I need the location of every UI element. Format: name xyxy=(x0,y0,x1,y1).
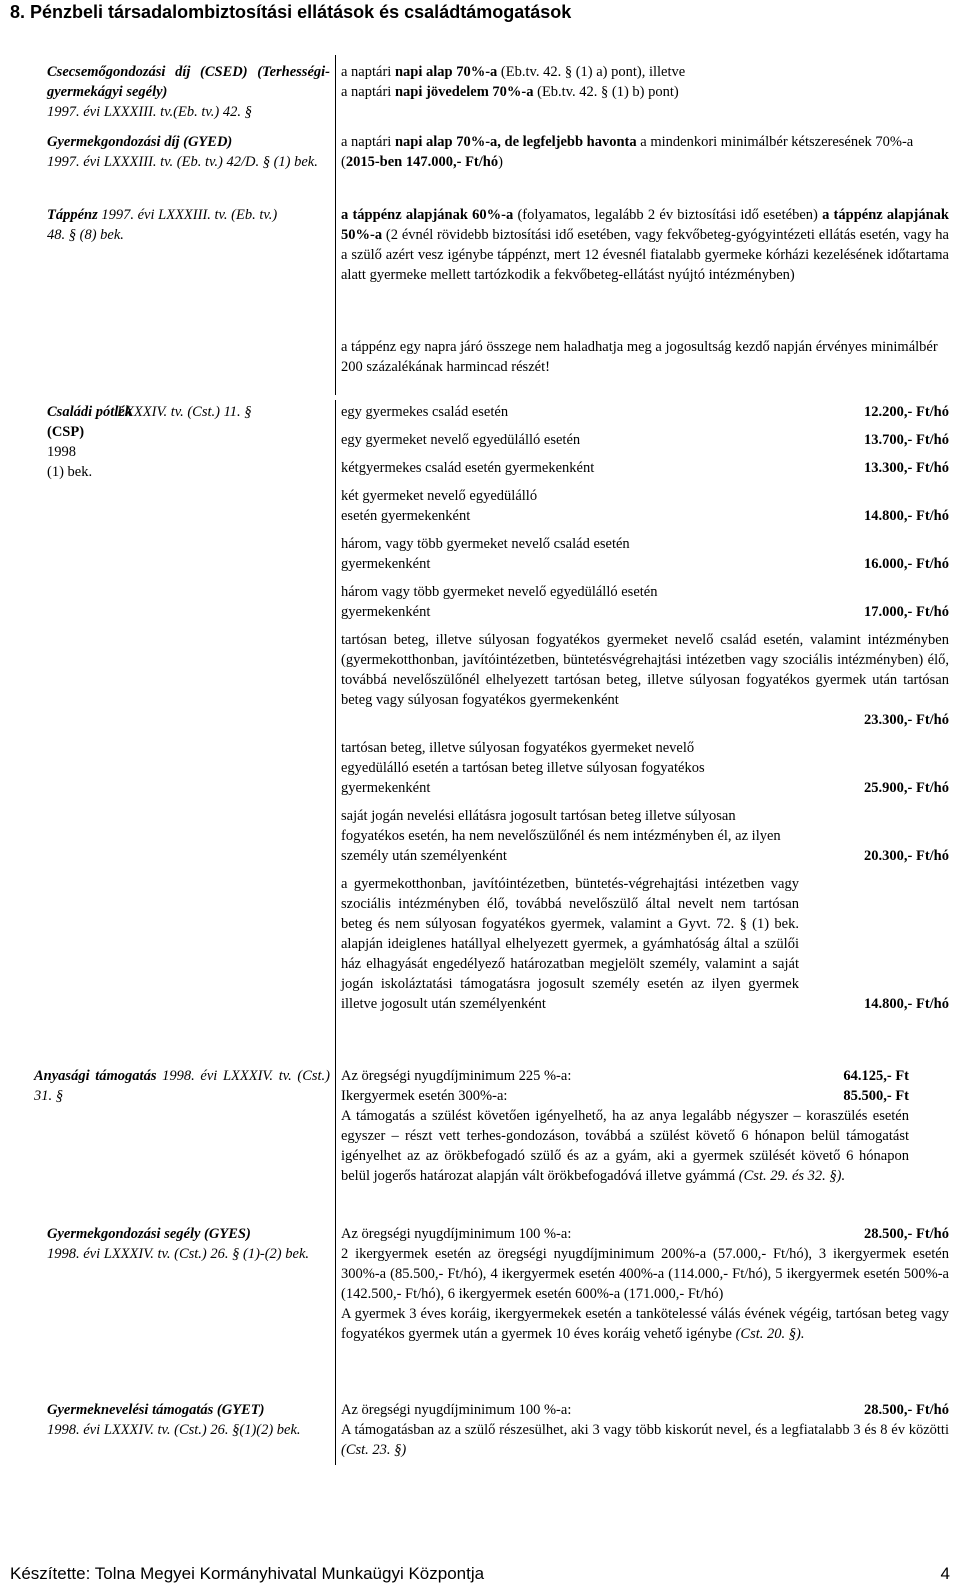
anyasagi-desc-2: Ikergyermek esetén 300%-a: xyxy=(341,1088,508,1104)
csp-item-desc: három, vagy több gyermeket nevelő család esetén gyermekenként xyxy=(341,536,630,572)
anyasagi-title: Anyasági támogatás xyxy=(34,1068,157,1084)
csp-year: 1998 xyxy=(47,444,76,460)
csp-title-overlap: LXXXIV. tv. (Cst.) 11. § xyxy=(117,404,252,420)
anyasagi-amount-1: 64.125,- Ft xyxy=(843,1068,909,1084)
anyasagi-label xyxy=(34,1066,330,1106)
gyet-title: Gyermeknevelési támogatás (GYET) xyxy=(47,1402,265,1418)
gyed-rate: napi alap 70%-a, de legfeljebb havonta xyxy=(394,134,637,150)
csp-item-amount: 23.300,- Ft/hó xyxy=(864,712,949,728)
csp-list xyxy=(341,402,949,1014)
gyed-text-c: a mindenkori minimálbér kétszeresének 70%-a ( xyxy=(341,134,914,170)
csp-item-amount: 13.300,- Ft/hó xyxy=(864,460,949,476)
csp-label xyxy=(47,402,330,482)
csp-title: Családi pótlék xyxy=(47,404,132,420)
csp-item xyxy=(341,402,949,422)
csp-item-amount: 13.700,- Ft/hó xyxy=(864,432,949,448)
csed-rate-2: napi jövedelem 70%-a xyxy=(394,84,534,100)
tappenz-note: a táppénz egy napra járó összege nem haladhatja meg a jogosultság kezdő napján érvényes minimálbér 200 százalékának harmincad részét! xyxy=(341,339,938,375)
page-footer xyxy=(10,1564,950,1584)
csp-item-desc: tartósan beteg, illetve súlyosan fogyatékos gyermeket nevelő egyedülálló esetén a tartósan beteg illetve súlyosan fogyatékos gyermekenként xyxy=(341,740,705,796)
csp-item-desc: a gyermekotthonban, javítóintézetben, büntetés-végrehajtási intézetben vagy szociális intézményben élő, továbbá nevelőszülő által nevelt nem tartósan beteg és nem súlyosan fogyatékos gyermek, valamint a Gyvt. 72. § (1) bek. alapján ideiglenes hatállyal elhelyezett gyermek, a gyámhatóság által a szülői ház elhagyását engedélyező határozatban megjelölt személy, valamint a saját jogán iskoláztatási támogatásra jogosult személy esetén az ilyen gyermek illetve jogosult után személyenként xyxy=(341,876,799,1012)
gyet-row-1 xyxy=(341,1400,949,1420)
csed-title: Csecsemőgondozási díj (CSED) (Terhességi-gyermekágyi segély) xyxy=(47,64,330,100)
anyasagi-body: A támogatás a szülést követően igényelhető, ha az anya legalább négyszer – koraszülés esetén egyszer – részt vett terhes-gondozáson, továbbá a szülést követő 6 hónapon belül támogatást igényelhet az az örökbefogadó szülő és az a gyám, aki a gyermek szülését követő 6 hónapon belül jogerős határozat alapján vált örökbefogadóvá illetve gyámmá xyxy=(341,1108,909,1184)
tappenz-title: Táppénz xyxy=(47,207,98,223)
gyet-paragraph xyxy=(341,1420,949,1460)
csed-text-a2: a naptári xyxy=(341,84,395,100)
gyes-title: Gyermekgondozási segély (GYES) xyxy=(47,1226,251,1242)
tappenz-ref: 1997. évi LXXXIII. tv. (Eb. tv.) 48. § (8) bek. xyxy=(47,207,278,243)
footer-credit: Készítette: Tolna Megyei Kormányhivatal Munkaügyi Központja xyxy=(10,1564,485,1583)
column-divider xyxy=(335,55,336,395)
gyed-label xyxy=(47,132,330,172)
gyet-desc-1: Az öregségi nyugdíjminimum 100 %-a: xyxy=(341,1402,572,1418)
csp-item-amount: 14.800,- Ft/hó xyxy=(864,996,949,1012)
csp-item-amount: 25.900,- Ft/hó xyxy=(864,780,949,796)
csp-item xyxy=(341,430,949,450)
page-heading: 8. Pénzbeli társadalombiztosítási ellátások és családtámogatások xyxy=(10,2,572,22)
csed-rate-1: napi alap 70%-a xyxy=(394,64,498,80)
csp-item-desc: tartósan beteg, illetve súlyosan fogyatékos gyermeket nevelő család esetén, valamint intézményben (gyermekotthonban, javítóintézetben, büntetésvégrehajtási intézetben vagy szociális intézményben) élő, továbbá nevelőszülőnél elhelyezett tartósan beteg, illetve súlyosan fogyatékos gyermek után tartósan beteg vagy súlyosan fogyatékos gyermekenként xyxy=(341,632,949,708)
csp-item xyxy=(341,534,949,574)
anyasagi-row-1 xyxy=(341,1066,949,1086)
gyet-ref: 1998. évi LXXXIV. tv. (Cst.) 26. §(1)(2) bek. xyxy=(47,1422,301,1438)
gyet-text xyxy=(341,1400,949,1460)
gyes-legal-ref: (Cst. 20. §). xyxy=(735,1326,805,1342)
gyes-amount-1: 28.500,- Ft/hó xyxy=(864,1226,949,1242)
csp-item-desc: három vagy több gyermeket nevelő egyedülálló esetén gyermekenként xyxy=(341,584,658,620)
page-number: 4 xyxy=(940,1564,950,1583)
csed-ref: 1997. évi LXXXIII. tv.(Eb. tv.) 42. § xyxy=(47,104,252,120)
column-divider xyxy=(335,400,336,1465)
gyes-paragraph xyxy=(341,1304,949,1344)
csp-item-amount: 16.000,- Ft/hó xyxy=(864,556,949,572)
csp-bek: (1) bek. xyxy=(47,464,93,480)
csed-text-c: (Eb.tv. 42. § (1) a) pont), illetve xyxy=(497,64,686,80)
csp-item xyxy=(341,738,949,798)
tappenz-rate-60: a táppénz alapjának 60%-a xyxy=(341,207,514,223)
tappenz-text-d: (2 évnél rövidebb biztosítási idő esetében, vagy fekvőbeteg-gyógyintézeti ellátás esetén, vagy ha a szülő azért vesz igénybe táppénzt, mert 12 évesnél fiatalabb gyermeke kórházi kezelésének időtartama alatt gyermeke mellett tartózkodik a fekvőbeteg-ellátást nyújtó intézményben) xyxy=(341,227,949,283)
csp-item-desc: egy gyermeket nevelő egyedülálló esetén xyxy=(341,432,581,448)
gyed-ref: 1997. évi LXXXIII. tv. (Eb. tv.) 42/D. § (1) bek. xyxy=(47,154,318,170)
gyed-title: Gyermekgondozási díj (GYED) xyxy=(47,134,233,150)
csp-item-amount: 14.800,- Ft/hó xyxy=(864,508,949,524)
gyes-text xyxy=(341,1224,949,1344)
gyed-max-amount: 2015-ben 147.000,- Ft/hó xyxy=(345,154,499,170)
csp-abbr: (CSP) xyxy=(47,424,85,440)
anyasagi-legal-ref: (Cst. 29. és 32. §). xyxy=(738,1168,846,1184)
tappenz-rate-50: a táppénz alapjának 50%-a xyxy=(341,207,949,243)
gyes-label xyxy=(47,1224,330,1264)
tappenz-text xyxy=(341,205,949,285)
csp-item-amount: 17.000,- Ft/hó xyxy=(864,604,949,620)
gyet-amount-1: 28.500,- Ft/hó xyxy=(864,1402,949,1418)
tappenz-text-b: (folyamatos, legalább 2 év biztosítási idő esetében) xyxy=(513,207,823,223)
gyes-row-1 xyxy=(341,1224,949,1244)
gyes-body: A gyermek 3 éves koráig, ikergyermekek esetén a tankötelessé válás évének végéig, tartósan beteg vagy fogyatékos gyermek után a gyermek 10 éves koráig vehető igénybe xyxy=(341,1306,949,1342)
gyet-label xyxy=(47,1400,330,1440)
gyed-text-e: ) xyxy=(498,154,503,170)
csed-text-c2: (Eb.tv. 42. § (1) b) pont) xyxy=(533,84,679,100)
csp-item xyxy=(341,630,949,730)
csed-label xyxy=(47,62,330,122)
csp-item-desc: kétgyermekes család esetén gyermekenként xyxy=(341,460,595,476)
anyasagi-paragraph xyxy=(341,1106,949,1186)
gyet-legal-ref: (Cst. 23. §) xyxy=(341,1442,407,1458)
csp-item-amount: 12.200,- Ft/hó xyxy=(864,404,949,420)
csp-item xyxy=(341,458,949,478)
csp-item xyxy=(341,806,949,866)
gyes-desc-1: Az öregségi nyugdíjminimum 100 %-a: xyxy=(341,1226,572,1242)
csp-item xyxy=(341,486,949,526)
anyasagi-ref: 1998. évi LXXXIV. tv. (Cst.) 31. § xyxy=(34,1068,330,1104)
anyasagi-row-2 xyxy=(341,1086,949,1106)
tappenz-label xyxy=(47,205,287,245)
csed-text-a: a naptári xyxy=(341,64,395,80)
anyasagi-text xyxy=(341,1066,949,1186)
csed-text xyxy=(341,62,949,102)
anyasagi-desc-1: Az öregségi nyugdíjminimum 225 %-a: xyxy=(341,1068,572,1084)
csp-item-desc: két gyermeket nevelő egyedülálló esetén gyermekenként xyxy=(341,488,538,524)
csp-item xyxy=(341,874,949,1014)
gyed-text xyxy=(341,132,949,172)
csp-item xyxy=(341,582,949,622)
gyet-body: A támogatásban az a szülő részesülhet, aki 3 vagy több kiskorút nevel, és a legfiatalabb 3 és 8 év közötti xyxy=(341,1422,949,1438)
gyed-text-a: a naptári xyxy=(341,134,395,150)
csp-item-amount: 20.300,- Ft/hó xyxy=(864,848,949,864)
csp-item-desc: egy gyermekes család esetén xyxy=(341,404,509,420)
gyes-twins-text: 2 ikergyermek esetén az öregségi nyugdíjminimum 200%-a (57.000,- Ft/hó), 3 ikergyermek esetén 300%-a (85.500,- Ft/hó), 4 ikergyermek esetén 400%-a (114.000,- Ft/hó), 5 ikergyermek esetén 500%-a (142.500,- Ft/hó), 6 ikergyermek esetén 600%-a (171.000,- Ft/hó) xyxy=(341,1246,949,1302)
anyasagi-amount-2: 85.500,- Ft xyxy=(843,1088,909,1104)
csp-item-desc: saját jogán nevelési ellátásra jogosult tartósan beteg illetve súlyosan fogyatékos esetén, ha nem nevelőszülőnél és nem intézményben él, az ilyen személy után személyenként xyxy=(341,808,781,864)
gyes-ref: 1998. évi LXXXIV. tv. (Cst.) 26. § (1)-(2) bek. xyxy=(47,1246,310,1262)
